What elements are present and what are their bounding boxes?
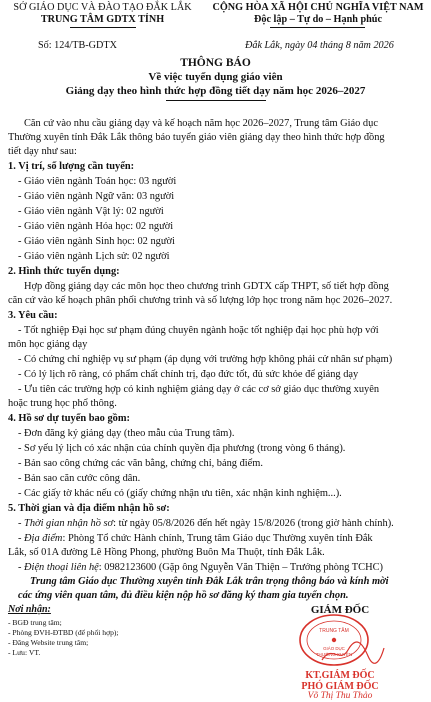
section-heading: 3. Yêu cầu: bbox=[8, 310, 58, 321]
section-heading: 5. Thời gian và địa điểm nhận hồ sơ: bbox=[8, 503, 170, 514]
list-item: - Các giấy tờ khác nếu có (giấy chứng nhận ưu tiên, xác nhận kinh nghiệm...). bbox=[18, 488, 342, 499]
phone-value: : 0982123600 (Gặp ông Nguyễn Văn Thiện – Trưởng phòng TCHC) bbox=[98, 562, 383, 573]
phone-label: - Điện thoại liên hệ bbox=[18, 562, 99, 573]
closing-line: các ứng viên quan tâm, đủ điều kiện nộp hồ sơ đăng ký tham gia tuyển chọn. bbox=[18, 590, 349, 601]
paragraph-line: Hợp đồng giảng dạy các môn học theo chương trình GDTX cấp THPT, số tiết hợp đồng bbox=[24, 281, 389, 292]
recipient-item: - Phòng ĐVH-ĐTBD (để phối hợp); bbox=[8, 628, 119, 637]
list-item: - Giáo viên ngành Vật lý: 02 người bbox=[18, 206, 164, 217]
motto-underline bbox=[270, 27, 365, 28]
time-label: - Thời gian nhận hồ sơ bbox=[18, 518, 114, 529]
intro-line: Căn cứ vào nhu cầu giảng dạy và kế hoạch năm học 2026–2027, Trung tâm Giáo dục bbox=[24, 118, 378, 129]
svg-text:THƯỜNG XUYÊN: THƯỜNG XUYÊN bbox=[315, 652, 353, 657]
paragraph-line: - Có lý lịch rõ ràng, có phẩm chất chính trị, đạo đức tốt, đủ sức khỏe để giảng dạy bbox=[18, 369, 359, 380]
closing-line: Trung tâm Giáo dục Thường xuyên tỉnh Đắk Lắk trân trọng thông báo và kính mời bbox=[30, 576, 389, 587]
doc-subject: Về việc tuyển dụng giáo viên bbox=[148, 71, 283, 83]
svg-text:TRUNG TÂM: TRUNG TÂM bbox=[319, 628, 349, 634]
recipient-item: - Đăng Website trung tâm; bbox=[8, 638, 89, 647]
intro-line: Thường xuyên tỉnh Đắk Lắk thông báo tuyển giáo viên giảng dạy theo hình thức hợp đồng bbox=[8, 132, 385, 143]
recipient-item: - Lưu: VT. bbox=[8, 648, 41, 657]
paragraph-line: căn cứ vào kế hoạch phân phối chương trình và số lượng lớp học trong năm học 2026–2027. bbox=[8, 295, 393, 306]
intro-line: tiết dạy như sau: bbox=[8, 146, 77, 157]
org-underline bbox=[70, 27, 136, 28]
doc-title: THÔNG BÁO bbox=[180, 57, 251, 69]
paragraph-line: - Có chứng chỉ nghiệp vụ sư phạm (áp dụng với trường hợp không phải cử nhân sư phạm) bbox=[18, 354, 393, 365]
list-item: - Bản sao công chứng các văn bằng, chứng chỉ, bảng điểm. bbox=[18, 458, 263, 469]
title-underline bbox=[166, 100, 266, 101]
list-item: - Giáo viên ngành Sinh học: 02 người bbox=[18, 236, 175, 247]
submission-place bbox=[18, 533, 373, 545]
org-parent: SỞ GIÁO DỤC VÀ ĐÀO TẠO ĐẮK LẮK bbox=[13, 2, 192, 13]
org-name: TRUNG TÂM GDTX TỈNH bbox=[40, 14, 165, 25]
paragraph-line: - Ưu tiên các trường hợp có kinh nghiệm giảng dạy ở các cơ sở giáo dục thường xuyên bbox=[18, 384, 380, 395]
place-value: : Phòng Tổ chức Hành chính, Trung tâm Giáo dục Thường xuyên tỉnh Đắk bbox=[62, 533, 373, 544]
section-heading: 4. Hồ sơ dự tuyển bao gồm: bbox=[8, 413, 130, 424]
list-item: - Bản sao căn cước công dân. bbox=[18, 473, 141, 484]
list-item: - Giáo viên ngành Ngữ văn: 03 người bbox=[18, 191, 175, 202]
place-date: Đắk Lắk, ngày 04 tháng 8 năm 2026 bbox=[245, 40, 394, 51]
national-title: CỘNG HÒA XÃ HỘI CHỦ NGHĨA VIỆT NAM bbox=[212, 2, 424, 13]
signer-role-2: PHÓ GIÁM ĐỐC bbox=[301, 681, 379, 692]
submission-time bbox=[18, 518, 394, 530]
section-heading: 1. Vị trí, số lượng cần tuyển: bbox=[8, 161, 135, 172]
time-value: : từ ngày 05/8/2026 đến hết ngày 15/8/2026 (trong giờ hành chính). bbox=[113, 518, 394, 529]
section-heading: 2. Hình thức tuyển dụng: bbox=[8, 266, 120, 277]
list-item: - Sơ yếu lý lịch có xác nhận của chính quyền địa phương (trong vòng 6 tháng). bbox=[18, 443, 346, 454]
place-label: - Địa điểm bbox=[18, 533, 63, 544]
paragraph-line: - Tốt nghiệp Đại học sư phạm đúng chuyên ngành hoặc tốt nghiệp đại học phù hợp với bbox=[18, 325, 379, 336]
svg-text:GIÁO DỤC: GIÁO DỤC bbox=[323, 646, 345, 651]
doc-subject-2: Giảng dạy theo hình thức hợp đồng tiết dạy năm học 2026–2027 bbox=[65, 85, 366, 97]
list-item: - Đơn đăng ký giảng dạy (theo mẫu của Trung tâm). bbox=[18, 428, 235, 439]
contact-phone bbox=[18, 562, 383, 574]
signer-role: KT.GIÁM ĐỐC bbox=[305, 670, 375, 681]
handwritten-signature bbox=[315, 638, 388, 668]
list-item: - Giáo viên ngành Toán học: 03 người bbox=[18, 176, 177, 187]
recipient-item: - BGĐ trung tâm; bbox=[8, 618, 62, 627]
national-motto: Độc lập – Tự do – Hạnh phúc bbox=[254, 14, 382, 25]
paragraph-line: hoặc trung học phổ thông. bbox=[8, 398, 117, 409]
submission-place-cont: Lắk, số 01A đường Lê Hồng Phong, phường Buôn Ma Thuột, tỉnh Đắk Lắk. bbox=[8, 547, 325, 558]
list-item: - Giáo viên ngành Hóa học: 02 người bbox=[18, 221, 174, 232]
signer-name: Võ Thị Thu Thảo bbox=[307, 691, 373, 701]
doc-number: Số: 124/TB-GDTX bbox=[38, 40, 117, 51]
list-item: - Giáo viên ngành Lịch sử: 02 người bbox=[18, 251, 170, 262]
signature-title: GIÁM ĐỐC bbox=[310, 604, 370, 616]
recipients-label: Nơi nhận: bbox=[8, 604, 51, 615]
paragraph-line: môn học giảng dạy bbox=[8, 339, 88, 350]
